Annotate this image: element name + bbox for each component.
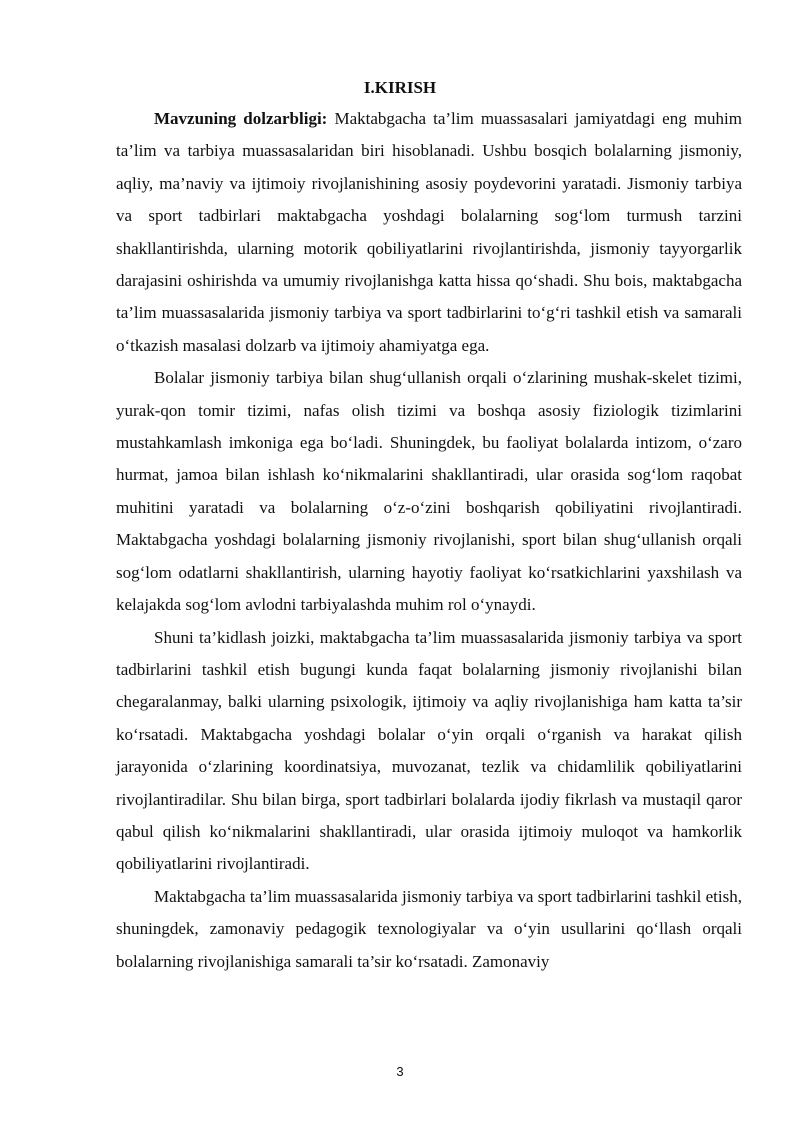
paragraph: Bolalar jismoniy tarbiya bilan shug‘ullanish orqali o‘zlarining mushak-skelet tizimi, yurak-qon tomir tizimi, nafas olish tizimi va boshqa asosiy fiziologik tizimlarini mustahkamlash imkoniga ega bo‘ladi. Shuningdek, bu faoliyat bolalarda intizom, o‘zaro hurmat, jamoa bilan ishlash ko‘nikmalarini shakllantiradi, ular orasida sog‘lom raqobat muhitini yaratadi va bolalarning o‘z-o‘zini boshqarish qobiliyatini rivojlantiradi. Maktabgacha yoshdagi bolalarning jismoniy rivojlanishi, sport bilan shug‘ullanish orqali sog‘lom odatlarni shakllantirish, ularning hayotiy faoliyat ko‘rsatkichlarini yaxshilash va kelajakda sog‘lom avlodni tarbiyalashda muhim rol o‘ynaydi. [116,368,742,615]
body-text [116,103,742,978]
paragraph: Shuni ta’kidlash joizki, maktabgacha ta’lim muassasalarida jismoniy tarbiya va sport tadbirlarini tashkil etish bugungi kunda faqat bolalarning jismoniy rivojlanishi bilan chegaralanmay, balki ularning psixologik, ijtimoiy va aqliy rivojlanishiga ham katta ta’sir ko‘rsatadi. Maktabgacha yoshdagi bolalar o‘yin orqali o‘rganish va harakat qilish jarayonida o‘zlarining koordinatsiya, muvozanat, tezlik va chidamlilik qobiliyatlarini rivojlantiradilar. Shu bilan birga, sport tadbirlari bolalarda ijodiy fikrlash va mustaqil qaror qabul qilish ko‘nikmalarini shakllantiradi, ular orasida ijtimoiy muloqot va hamkorlik qobiliyatlarini rivojlantiradi. [116,627,742,874]
paragraph-text: Maktabgacha ta’lim muassasalari jamiyatdagi eng muhim ta’lim va tarbiya muassasalaridan biri hisoblanadi. Ushbu bosqich bolalarning jismoniy, aqliy, ma’naviy va ijtimoiy rivojlanishining asosiy poydevorini yaratadi. Jismoniy tarbiya va sport tadbirlari maktabgacha yoshdagi bolalarning sog‘lom turmush tarzini shakllantirishda, ularning motorik qobiliyatlarini rivojlantirishda, jismoniy tayyorgarlik darajasini oshirishda va umumiy rivojlanishga katta hissa qo‘shadi. Shu bois, maktabgacha ta’lim muassasalarida jismoniy tarbiya va sport tadbirlarini to‘g‘ri tashkil etish va samarali o‘tkazish masalasi dolzarb va ijtimoiy ahamiyatga ega. [116,109,742,355]
paragraph [116,103,742,362]
section-heading: I.KIRISH [363,78,437,97]
page-number: 3 [396,1064,404,1079]
paragraph: Maktabgacha ta’lim muassasalarida jismoniy tarbiya va sport tadbirlarini tashkil etish, shuningdek, zamonaviy pedagogik texnologiyalar va o‘yin usullarini qo‘llash orqali bolalarning rivojlanishiga samarali ta’sir ko‘rsatadi. Zamonaviy [116,886,742,971]
paragraph-lead: Mavzuning dolzarbligi: [154,109,328,128]
